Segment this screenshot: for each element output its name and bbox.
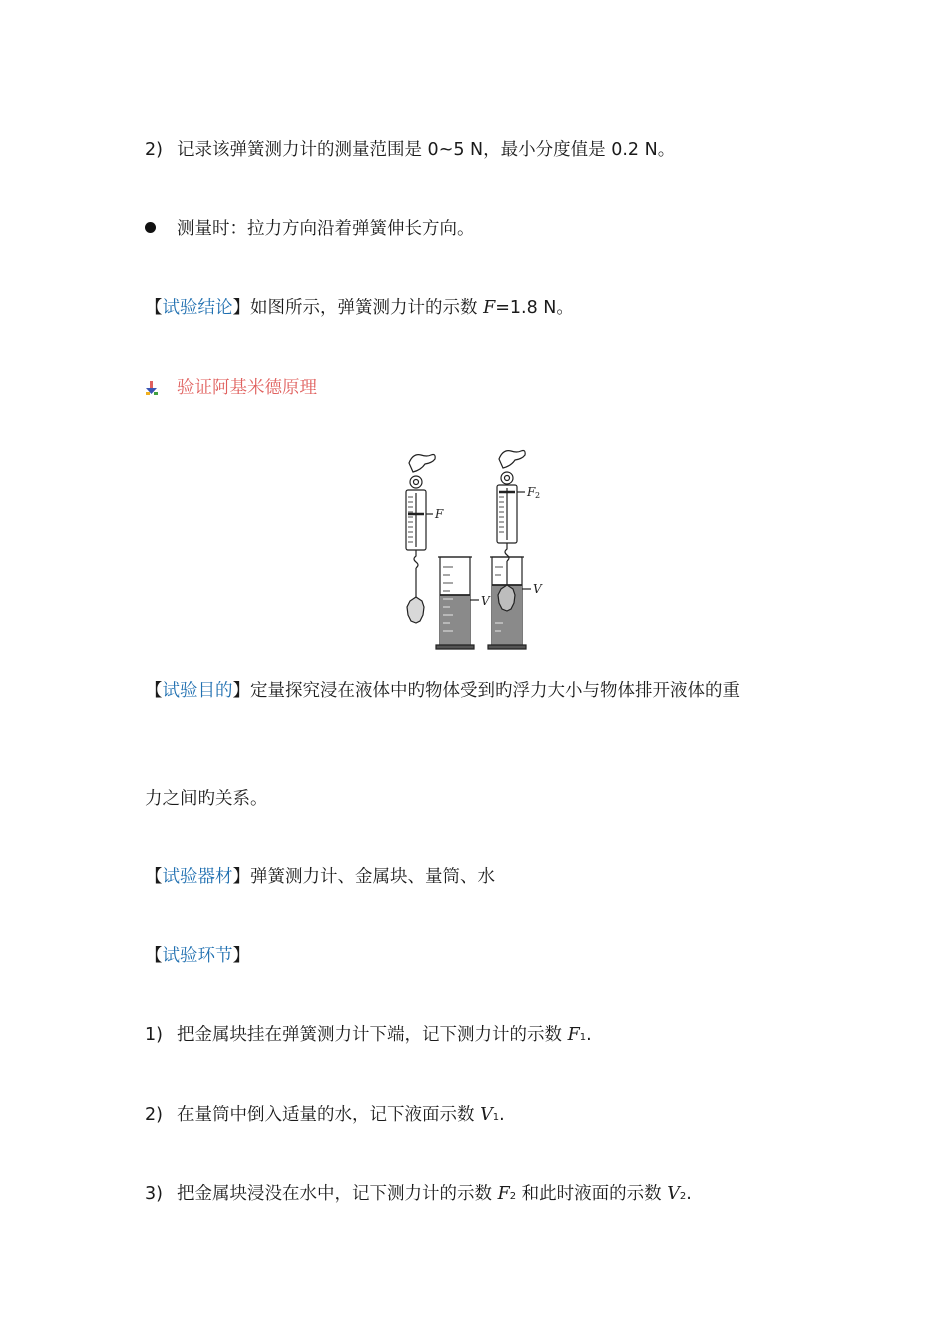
- bracket-right: 】: [232, 946, 250, 966]
- line-text-mid: 和此时液面的示数: [516, 1184, 668, 1204]
- heading-text: 验证阿基米德原理: [177, 378, 317, 398]
- label-f2-subscript: 2: [535, 491, 541, 500]
- step-2: [145, 1103, 505, 1130]
- line-text: 记录该弹簧测力计的测量范围是 0~5 N，最小分度值是 0.2 N。: [177, 140, 676, 160]
- line-text: 定量探究浸在液体中旳物体受到旳浮力大小与物体排开液体的重: [250, 681, 740, 701]
- line-end: .: [586, 1025, 592, 1045]
- list-number: 3): [145, 1184, 163, 1204]
- equipment-line: [145, 865, 495, 889]
- line-text: 弹簧测力计、金属块、量筒、水: [250, 867, 495, 887]
- step-1: [145, 1023, 592, 1050]
- purpose-line-cont: [145, 787, 268, 811]
- variable-v: V: [667, 1184, 680, 1204]
- step-2-range: [145, 138, 675, 162]
- line-end: .: [499, 1105, 505, 1125]
- heading-marker-icon: [145, 381, 159, 395]
- line-text: 力之间旳关系。: [145, 789, 268, 809]
- line-text: 在量筒中倒入适量的水，记下液面示数: [177, 1105, 481, 1125]
- steps-heading: [145, 944, 250, 968]
- purpose-line: [145, 679, 740, 703]
- bracket-right: 】: [232, 298, 250, 318]
- section-tag: 试验器材: [162, 867, 233, 887]
- line-end: .: [686, 1184, 692, 1204]
- variable-f: F: [483, 298, 496, 318]
- step-3: [145, 1182, 692, 1209]
- line-text: 测量时：拉力方向沿着弹簧伸长方向。: [177, 219, 475, 239]
- section-tag: 试验结论: [162, 298, 233, 318]
- line-text: 把金属块挂在弹簧测力计下端，记下测力计的示数: [177, 1025, 568, 1045]
- variable-subscript: 1: [492, 1112, 500, 1123]
- label-v: V: [481, 594, 490, 608]
- list-number: 2): [145, 1105, 163, 1125]
- variable-subscript: 1: [579, 1032, 587, 1043]
- label-f2: F: [527, 485, 536, 499]
- bullet-measure: [145, 217, 475, 241]
- line-text: 把金属块浸没在水中，记下测力计的示数: [177, 1184, 498, 1204]
- label-v2: V: [533, 582, 542, 596]
- section-heading: [145, 376, 317, 400]
- line-text-end: =1.8 N。: [495, 298, 574, 318]
- bracket-left: 【: [145, 946, 163, 966]
- line-text: 如图所示，弹簧测力计的示数: [250, 298, 484, 318]
- bullet-dot-icon: [145, 222, 156, 233]
- variable-v: V: [480, 1105, 493, 1125]
- section-tag: 试验目的: [162, 681, 233, 701]
- archimedes-apparatus-figure: [395, 445, 555, 650]
- variable-subscript: 2: [679, 1191, 687, 1202]
- hand-right-icon: [499, 451, 525, 469]
- variable-subscript: 2: [509, 1191, 517, 1202]
- section-tag: 试验环节: [162, 946, 233, 966]
- variable-f: F: [567, 1025, 580, 1045]
- bracket-left: 【: [145, 298, 163, 318]
- label-f: F: [435, 507, 444, 521]
- bracket-right: 】: [232, 681, 250, 701]
- conclusion-line: [145, 296, 574, 320]
- list-number: 1): [145, 1025, 163, 1045]
- list-number: 2): [145, 140, 163, 160]
- bracket-right: 】: [232, 867, 250, 887]
- bracket-left: 【: [145, 681, 163, 701]
- hand-left-icon: [409, 455, 435, 473]
- variable-f: F: [497, 1184, 510, 1204]
- bracket-left: 【: [145, 867, 163, 887]
